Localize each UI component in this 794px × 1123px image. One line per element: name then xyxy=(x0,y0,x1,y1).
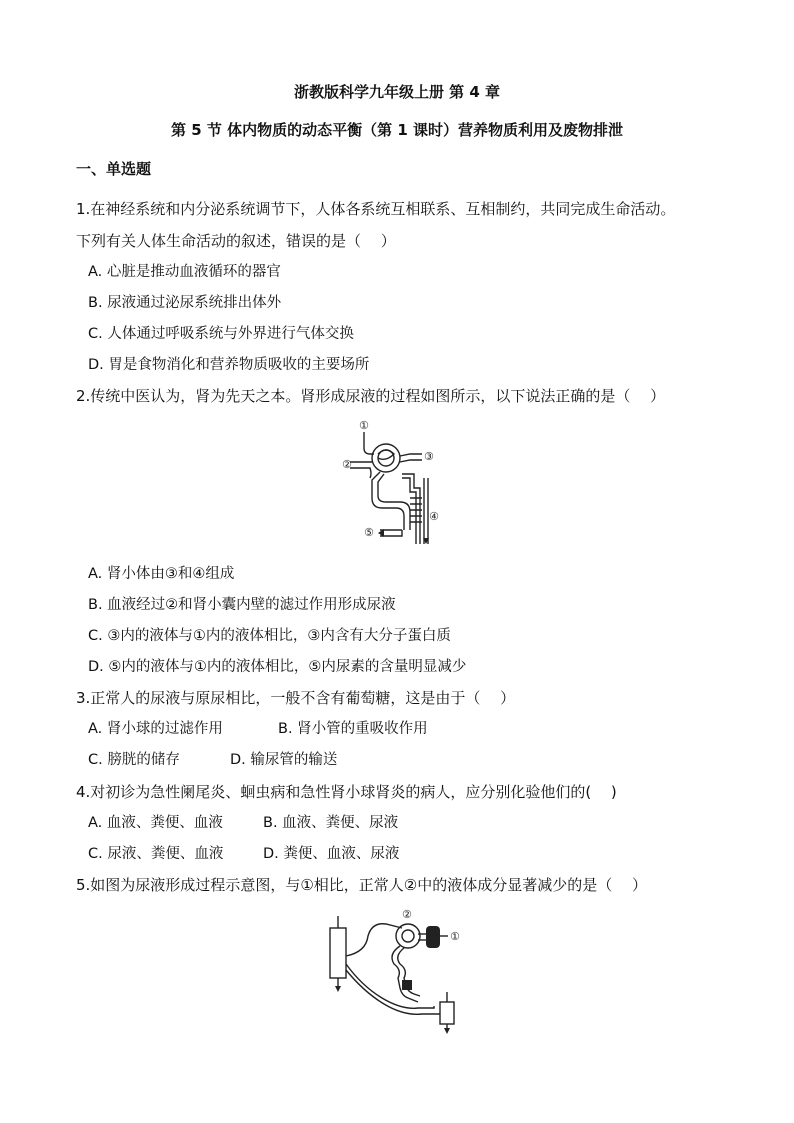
diagram-label-1: ① xyxy=(450,930,460,943)
question-1-option-c: C. 人体通过呼吸系统与外界进行气体交换 xyxy=(88,326,354,342)
question-4-option-b: B. 血液、粪便、尿液 xyxy=(263,815,399,831)
nephron-diagram xyxy=(340,418,444,546)
question-1-option-b: B. 尿液通过泌尿系统排出体外 xyxy=(88,295,282,311)
diagram-label-4: ④ xyxy=(429,510,439,523)
question-3-stem: 3.正常人的尿液与原尿相比，一般不含有葡萄糖，这是由于（ ） xyxy=(76,689,516,707)
diagram-label-5: ⑤ xyxy=(364,526,374,539)
diagram-label-2: ② xyxy=(342,458,352,471)
question-1-option-a: A. 心脏是推动血液循环的器官 xyxy=(88,264,281,280)
urine-formation-diagram xyxy=(322,906,472,1036)
question-2-option-a: A. 肾小体由③和④组成 xyxy=(88,566,235,582)
question-1-stem-line-2: 下列有关人体生命活动的叙述，错误的是（ ） xyxy=(76,232,396,250)
question-3-option-c: C. 膀胱的储存 xyxy=(88,752,180,768)
diagram-label-1: ① xyxy=(359,419,369,432)
question-3-option-a: A. 肾小球的过滤作用 xyxy=(88,721,223,737)
diagram-label-2: ② xyxy=(402,908,412,921)
question-4-stem: 4.对初诊为急性阑尾炎、蛔虫病和急性肾小球肾炎的病人，应分别化验他们的( ) xyxy=(76,783,617,801)
question-2-option-d: D. ⑤内的液体与①内的液体相比，⑤内尿素的含量明显减少 xyxy=(88,659,467,675)
document-subtitle: 第 5 节 体内物质的动态平衡（第 1 课时）营养物质利用及废物排泄 xyxy=(171,121,623,139)
question-4-option-c: C. 尿液、粪便、血液 xyxy=(88,846,224,862)
question-4-option-d: D. 粪便、血液、尿液 xyxy=(263,846,400,862)
document-title: 浙教版科学九年级上册 第 4 章 xyxy=(293,83,501,101)
question-1-option-d: D. 胃是食物消化和营养物质吸收的主要场所 xyxy=(88,357,370,373)
question-2-option-b: B. 血液经过②和肾小囊内壁的滤过作用形成尿液 xyxy=(88,597,396,613)
section-heading: 一、单选题 xyxy=(76,160,152,178)
question-2-stem: 2.传统中医认为，肾为先天之本。肾形成尿液的过程如图所示，以下说法正确的是（ ） xyxy=(76,387,666,405)
question-1-stem-line-1: 1.在神经系统和内分泌系统调节下，人体各系统互相联系、互相制约，共同完成生命活动。 xyxy=(76,200,676,218)
question-3-option-b: B. 肾小管的重吸收作用 xyxy=(278,721,428,737)
diagram-label-3: ③ xyxy=(424,450,434,463)
question-2-option-c: C. ③内的液体与①内的液体相比，③内含有大分子蛋白质 xyxy=(88,628,451,644)
question-5-stem: 5.如图为尿液形成过程示意图，与①相比，正常人②中的液体成分显著减少的是（ ） xyxy=(76,876,647,894)
question-4-option-a: A. 血液、粪便、血液 xyxy=(88,815,223,831)
question-3-option-d: D. 输尿管的输送 xyxy=(230,752,338,768)
